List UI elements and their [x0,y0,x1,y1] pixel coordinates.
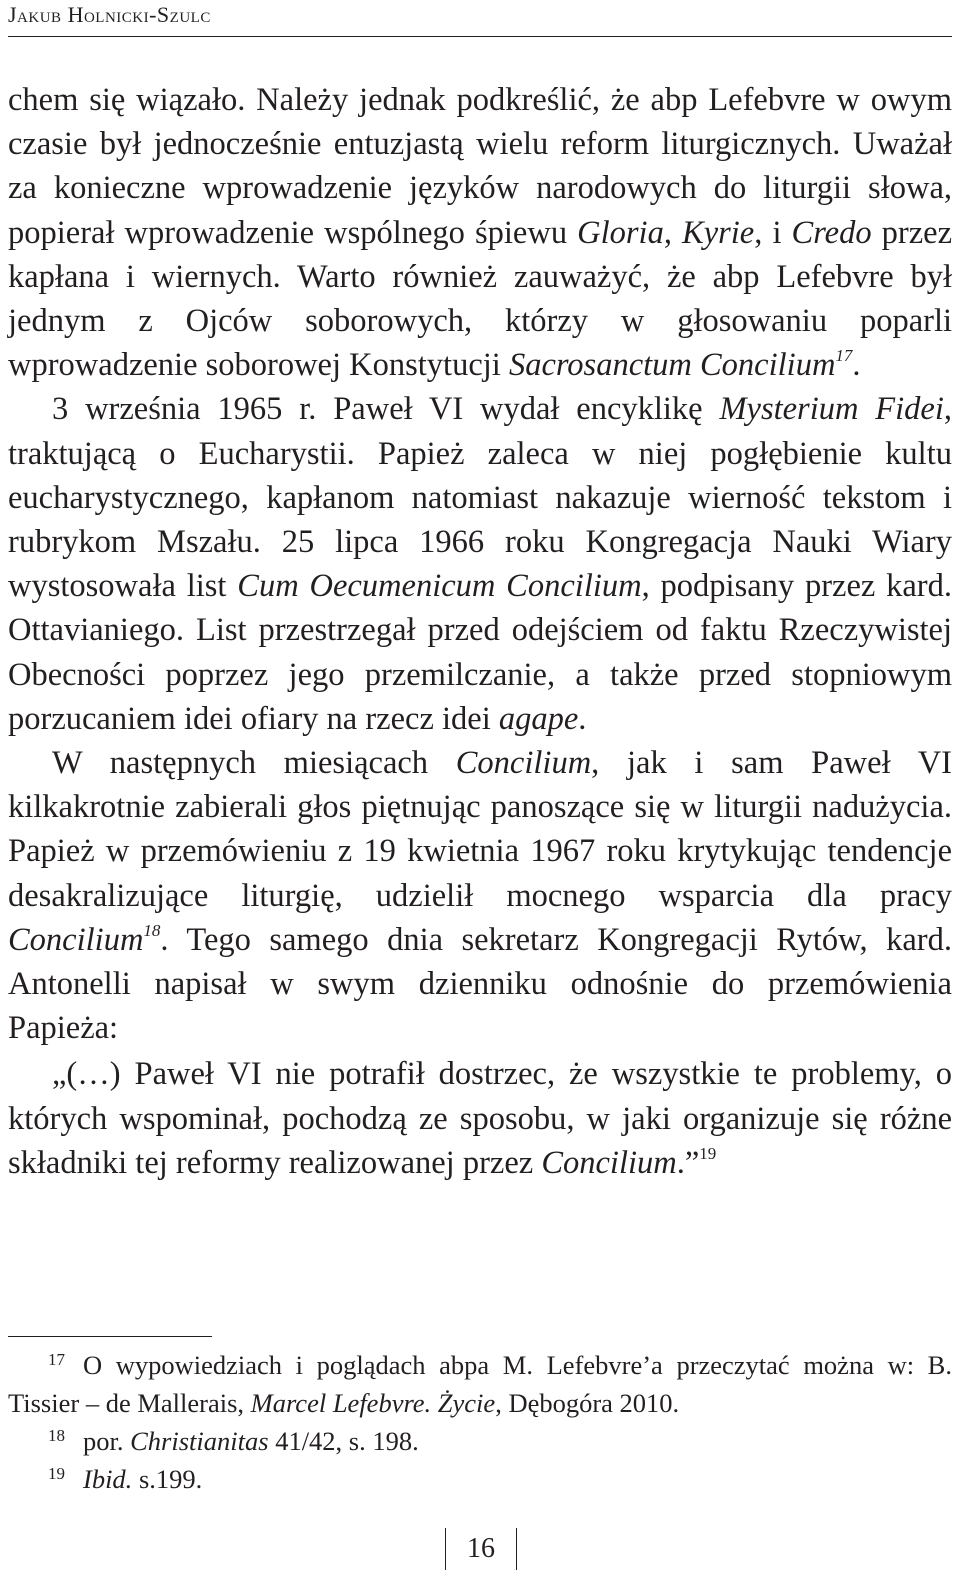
footnotes [8,1346,952,1498]
text-run: , Dębogóra 2010. [495,1388,680,1418]
text-run: przez kapłana i wiernych. Warto również zauważyć, że abp Lefebvre był jednym z Ojców soborowych, którzy w głosowaniu poparli wprowadzenie soborowej Konstytucji [8,214,953,384]
italic-title: Christianitas [130,1426,269,1456]
text-run: 41/42, s. 198. [268,1426,419,1456]
text-run: , [663,214,683,251]
footnote-ref-18[interactable]: 18 [143,920,161,940]
main-text [8,78,952,1185]
text-run: s.199. [132,1464,203,1494]
footnote-number: 19 [48,1464,65,1483]
footnote-divider [8,1336,212,1337]
footnote-18 [8,1422,952,1460]
footnote-ref-19[interactable]: 19 [699,1143,717,1163]
italic-title: Marcel Lefebvre. Życie [250,1388,496,1418]
italic-term: Concilium [541,1144,677,1181]
footnote-19 [8,1460,952,1498]
italic-term: Concilium [455,745,592,782]
text-run: , traktującą o Eucharystii. Papież zaleca w niej pogłębienie kultu eucharystycznego, kapłanom natomiast nakazuje wierność tekstom i rubrykom Mszału. 25 lipca 1966 roku Kongregacja Nauki Wiary wystosowała list [8,391,952,605]
text-run: W następnych miesiącach [52,745,456,782]
text-run: , jak i sam Paweł VI kilkakrotnie zabierali głos piętnując panoszące się w liturgii nadużycia. Papież w przemówieniu z 19 kwietnia 1967 roku krytykując tendencje desakralizujące liturgię, udzielił mocnego wsparcia dla pracy [8,745,953,914]
quotation-paragraph [8,1052,952,1185]
italic-term: Credo [791,214,872,251]
italic-term: agape [498,700,579,737]
italic-term: Mysterium Fidei [719,391,944,428]
text-run: „(…) Paweł VI nie potrafił dostrzec, że wszystkie te problemy, o których wspominał, pochodzą ze sposobu, w jaki organizuje się różne składniki tej reformy realizowanej przez [8,1056,952,1181]
page-number: 16 [445,1528,517,1570]
footnote-number: 17 [48,1350,65,1369]
italic-term: Sacrosanctum Concilium [508,347,836,384]
paragraph-2 [8,387,952,741]
footnote-17 [8,1346,952,1422]
text-run: . [578,700,587,737]
text-run: 3 września 1965 r. Paweł VI wydał encyklikę [52,391,720,428]
footnote-ref-17[interactable]: 17 [835,346,853,366]
text-run: , i [754,214,792,251]
header-divider [8,36,952,37]
running-header: Jakub Holnicki-Szulc [8,2,211,27]
italic-term: Cum Oecumenicum Concilium [237,568,642,605]
paragraph-3 [8,741,952,1050]
paragraph-1 [8,78,952,387]
italic-title: Ibid. [83,1464,133,1494]
text-run: por. [83,1426,131,1456]
italic-term: Kyrie [682,214,755,251]
text-run: chem się wiązało. Należy jednak podkreślić, że abp Lefebvre w owym czasie był jednocześnie entuzjastą wielu reform liturgicznych. Uważał za konieczne wprowadzenie języków narodowych do liturgii słowa, popierał wprowadzenie wspólnego śpiewu [8,82,952,251]
text-run: O wypowiedziach i poglądach abpa M. Lefebvre’a przeczytać można w: B. Tissier – de Mallerais, [8,1350,952,1418]
footnote-number: 18 [48,1426,65,1445]
text-run: . [852,347,861,384]
text-run: .” [676,1144,700,1181]
text-run: . Tego samego dnia sekretarz Kongregacji Rytów, kard. Antonelli napisał w swym dzienniku odnośnie do przemówienia Papieża: [8,921,952,1047]
italic-term: Gloria [577,214,664,251]
text-run: , podpisany przez kard. Ottavianiego. List przestrzegał przed odejściem od faktu Rzeczywistej Obecności poprzez jego przemilczanie, a także przed stopniowym porzucaniem idei ofiary na rzecz idei [8,568,953,737]
italic-term: Concilium [8,921,144,958]
